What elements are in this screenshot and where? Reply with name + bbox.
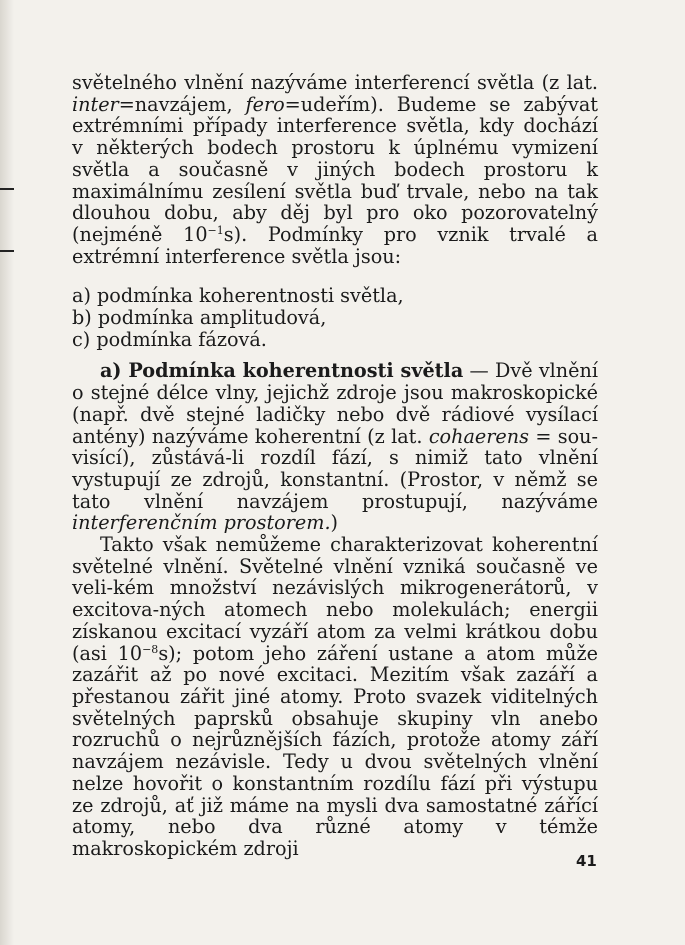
latin-term: inter xyxy=(72,92,119,116)
text-line: kém množství nezávislých mikrogenerátorů, v excitova- xyxy=(72,576,598,622)
text-line: jsou: xyxy=(354,244,402,268)
text-line: o stejné délce vlny, jejichž zdroje jsou makroskopické xyxy=(72,381,598,405)
text-line: svazek viditelných světelných paprsků obsahuje skupiny xyxy=(72,684,598,730)
page-binding-edge xyxy=(0,0,14,945)
list-item: a) podmínka koherentnosti světla, xyxy=(72,284,404,308)
text-line: Mezitím však zazáří a přestanou zářit jiné atomy. Proto xyxy=(72,663,598,708)
text-line: vln anebo rozruchů o nejrůznějších fázích, protože atomy xyxy=(72,706,598,752)
text-line: ) xyxy=(330,511,339,535)
text-line: záření ustane a atom může zazářit až po nové excitaci. xyxy=(72,641,598,687)
text-line: (např. dvě stejné ladičky nebo dvě rádiové vysílací xyxy=(72,402,598,426)
text-line: světelného vlnění nazýváme interferencí světla (z lat. xyxy=(72,71,598,94)
text-line: aby děj byl pro oko pozorovatelný (nejméně 10 xyxy=(72,201,598,246)
body-text xyxy=(72,72,598,860)
text-line: zdrojů, ať již máme na mysli dva samostatné zářící atomy, xyxy=(72,793,598,839)
text-line: s); potom jeho xyxy=(158,641,307,665)
latin-term: fero xyxy=(245,92,285,116)
page-number: 41 xyxy=(576,852,597,870)
exponent: −1 xyxy=(207,223,224,237)
text-line: nelze hovořit o konstantním rozdílu fází při výstupu ze xyxy=(72,771,598,817)
edge-mark xyxy=(0,250,14,252)
text-line: antény) nazýváme koherentní (z lat. xyxy=(72,424,429,448)
text-line: extrémními případy interference světla, kdy dochází xyxy=(72,114,598,138)
text-line: nebo dva různé atomy v témže makroskopickém zdroji xyxy=(72,815,598,860)
text-line: a současně v jiných bodech prostoru k maximálnímu xyxy=(72,157,598,203)
paragraph-coherence xyxy=(72,360,598,534)
text-line: s). xyxy=(223,222,248,246)
text-line: visící), zůstává-li rozdíl fází, s nimiž tato vlnění vystupují xyxy=(72,446,598,491)
defined-term: interferenčním prostorem. xyxy=(72,511,331,535)
text-line: září navzájem nezávisle. Tedy u dvou světelných vlnění xyxy=(72,728,598,774)
paragraph-light xyxy=(72,534,598,860)
text-line: — Dvě vlnění xyxy=(463,359,598,383)
text-line: =udeřím). Budeme se zabývat xyxy=(284,92,598,116)
list-item: b) podmínka amplitudová, xyxy=(72,306,327,330)
text-line: vyzáří atom za velmi krátkou dobu (asi 10 xyxy=(72,619,598,665)
latin-term: cohaerens xyxy=(428,424,529,448)
text-line: v některých bodech prostoru k úplnému vymizení světla xyxy=(72,136,598,181)
text-line: zesílení světla buď trvale, nebo na tak dlouhou dobu, xyxy=(72,179,598,225)
list-item: c) podmínka fázová. xyxy=(72,327,267,351)
text-line: Podmínky pro vznik trvalé a extrémní interference světla xyxy=(72,222,598,268)
text-line: ných atomech nebo molekulách; energii získanou excitací xyxy=(72,598,598,643)
text-line: navzájem prostupují, nazýváme xyxy=(236,489,598,513)
text-line: =navzájem, xyxy=(118,92,246,116)
text-line: ze zdrojů, konstantní. (Prostor, v němž se tato vlnění xyxy=(72,467,598,513)
exponent: −8 xyxy=(142,642,159,656)
section-heading: a) Podmínka koherentnosti světla xyxy=(100,359,464,383)
text-line: Takto však nemůžeme charakterizovat koherentní xyxy=(100,533,598,557)
text-line: = sou- xyxy=(529,424,599,448)
edge-mark xyxy=(0,188,14,190)
text-line: světelné vlnění. Světelné vlnění vzniká současně ve veli- xyxy=(72,554,598,600)
paragraph-intro xyxy=(72,72,598,267)
